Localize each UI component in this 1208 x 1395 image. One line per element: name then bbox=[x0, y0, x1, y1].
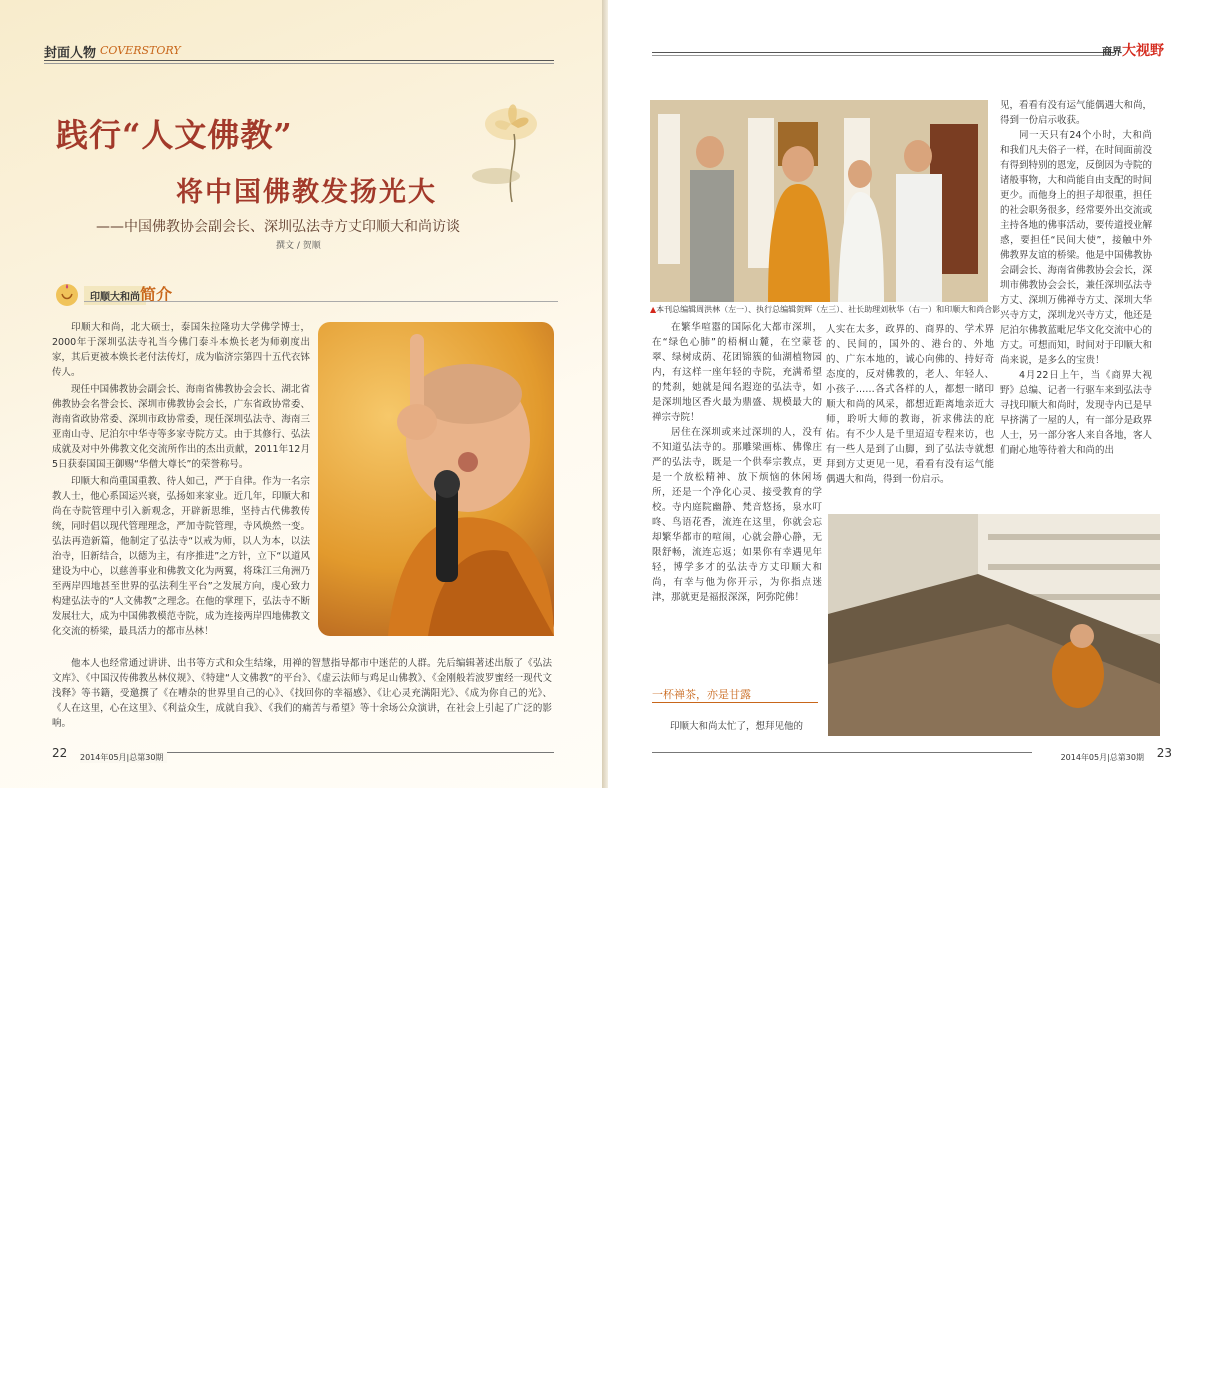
paragraph: 在繁华喧嚣的国际化大都市深圳，在“绿色心肺”的梧桐山麓，在空蒙苍翠、绿树成荫、花团锦簇的仙湖植物园内，有这样一座年轻的寺院，充满希望的梵刹，她就是闻名遐迩的弘法寺，如是深圳地区香火最为鼎盛、规模最大的禅宗寺院！ bbox=[652, 322, 822, 423]
intro-rule bbox=[84, 301, 558, 302]
brand-name: 大视野 bbox=[1122, 43, 1164, 59]
left-page bbox=[0, 0, 602, 788]
body-full-width bbox=[52, 656, 552, 733]
body-column-b bbox=[826, 322, 994, 487]
intro-header bbox=[48, 276, 558, 308]
paragraph: 4月22日上午，当《商界大视野》总编、记者一行驱车来到弘法寺寻找印顺大和尚时，发现寺内已是早早挤满了一屋的人，有一部分是政界人士，另一部分客人来自各地，客人们耐心地等待着大和尚的出 bbox=[1000, 370, 1153, 456]
brand-small: 商界 bbox=[1102, 47, 1122, 58]
header-rule-thin bbox=[44, 63, 554, 64]
header-rule-thin bbox=[652, 55, 1114, 56]
page-number: 23 bbox=[1156, 746, 1172, 760]
title-line-1: 践行“人文佛教” bbox=[56, 116, 293, 154]
body-column-c bbox=[1000, 98, 1152, 458]
body-column-left bbox=[52, 320, 310, 641]
photo2-caption: 印顺大和尚给八关斋戒的学员开示 bbox=[1168, 1231, 1176, 1394]
header-rule bbox=[44, 60, 554, 61]
caption-text: 本刊总编辑周洪林（左一）、执行总编辑贺辉（左三）、社长助理刘秋华（右一）和印顺大和尚合影 bbox=[656, 305, 1001, 314]
paragraph: 印顺大和尚重国重教、待人如己，严于自律。作为一名宗教人士，他心系国运兴衰，弘扬如来家业。近几年，印顺大和尚在寺院管理中引入新观念，开辟新思维，坚持古代佛教传统，同时倡以现代管理理念，严加寺院管理，寺风焕然一变。弘法再造新篇，他制定了弘法寺“以戒为师，以人为本，以法治寺，旧新结合，以德为主，有序推进”之方针，立下“以道风建设为中心，以慈善事业和佛教文化为两翼，将珠江三角洲乃至两岸四地甚至世界的弘法利生平台”之发展方向，虔心致力构建弘法寺的“人文佛教”之理念。在他的掌理下，弘法寺不断发展壮大，成为中国佛教模范寺院，成为连接两岸四地佛教文化交流的桥梁，最具活力的都市丛林！ bbox=[52, 476, 310, 637]
coverstory-label: COVERSTORY bbox=[100, 44, 181, 57]
right-page bbox=[608, 0, 1208, 1394]
paragraph: 他本人也经常通过讲讲、出书等方式和众生结缘，用禅的智慧指导都市中迷茫的人群。先后编辑著述出版了《弘法文库》、《中国汉传佛教丛林仪规》、《特建“人文佛教”的平台》、《虚云法师与鸡足山佛教》、《金刚般若波罗蜜经一现代文浅释》等书籍，受邀撰了《在嘈杂的世界里自己的心》、《找回你的幸福感》、《让心灵充满阳光》、《成为你自己的光》、《人在这里，心在这里》、《利益众生，成就自我》、《我们的痛苦与希望》等十余场公众演讲，在社会上引起了广泛的影响。 bbox=[52, 658, 552, 729]
paragraph: 现任中国佛教协会副会长、海南省佛教协会会长、湖北省佛教协会名誉会长、深圳市佛教协会会长，广东省政协常委、海南省政协常委、深圳市政协常委，现任深圳弘法寺、海南三亚南山寺、尼泊尔中华寺等多家寺院方丈。由于其修行、弘法成就及对中外佛教文化交流所作出的杰出贡献，2011年12月5日获泰国国王御赐“华僧大尊长”的荣誉称号。 bbox=[52, 384, 310, 470]
section-label: 封面人物 bbox=[44, 46, 97, 61]
subhead-rule bbox=[652, 702, 818, 703]
page-number: 22 bbox=[52, 746, 68, 760]
lotus-illustration bbox=[466, 84, 566, 204]
paragraph: 同一天只有24个小时，大和尚和我们凡夫俗子一样，在时间面前没有得到特别的恩宠，反倒因为寺院的诸般事物，大和尚能自由支配的时间更少。而他身上的担子却很重，担任的社会职务很多，经常要外出交流或主持各地的佛事活动，要传道授业解惑，要担任“民间大使”，接触中外佛教界友谊的桥梁。他是中国佛教协会副会长、海南省佛教协会会长，深圳市佛教协会会长，兼任深圳弘法寺方丈、深圳万佛禅寺方丈、深圳大华兴寺方丈，深圳龙兴寺方丈，他还是尼泊尔佛教蓝毗尼华文化交流中心的方丈。可想而知，时间对于印顺大和尚来说，是多么的宝贵！ bbox=[1000, 130, 1153, 366]
lotus-badge-icon bbox=[52, 278, 82, 308]
left-header bbox=[44, 40, 554, 62]
intro-heading: 简介 bbox=[140, 285, 173, 304]
right-header bbox=[652, 40, 1164, 62]
paragraph: 印顺大和尚，北大硕士，泰国朱拉隆功大学佛学博士，2000年于深圳弘法寺礼当今佛门泰斗本焕长老为师剃度出家，其后更被本焕长老付法传灯，成为临济宗第四十五代衣钵传人。 bbox=[52, 322, 310, 378]
portrait-photo bbox=[318, 322, 554, 636]
magazine-brand bbox=[1102, 40, 1164, 60]
caption-marker-icon: ▲ bbox=[650, 305, 657, 314]
header-rule bbox=[652, 52, 1114, 53]
intro-label: 印顺大和尚 bbox=[84, 286, 146, 305]
body-column-a bbox=[652, 320, 822, 605]
left-footer bbox=[44, 746, 554, 766]
paragraph: 居住在深圳或来过深圳的人，没有不知道弘法寺的。那雕梁画栋、佛像庄严的弘法寺，既是一个供奉宗教点，更是一个放松精神、放下烦恼的休闲场所，还是一个净化心灵、接受教育的学校。寺内庭院幽静、梵音悠扬，泉水叮咚、鸟语花香，流连在这里，你就会忘却繁华都市的喧闹，心就会静心静，无限舒畅，流连忘返；如果你有幸遇见年轻，博学多才的弘法寺方丈印顺大和尚，有幸与他为你开示，为你指点迷津，那就更是福报深深，阿弥陀佛！ bbox=[652, 427, 822, 603]
paragraph-start: 印顺大和尚太忙了，想拜见他的 bbox=[670, 721, 804, 732]
photo1-caption bbox=[650, 304, 1010, 315]
byline: 撰文 / 贺顺 bbox=[276, 241, 321, 251]
issue-label: 2014年05月|总第30期 bbox=[1060, 753, 1144, 762]
paragraph: 人实在太多，政界的、商界的、学术界的、民间的，国外的、港台的、外地的、广东本地的，诚心向佛的、持好奇态度的，反对佛教的，老人、年轻人、小孩子……各式各样的人，都想一睹印顺大和尚的风采，都想近距离地亲近大师，聆听大师的教诲，祈求佛法的庇佑。有不少人是千里迢迢专程来访，也有一些人是到了山脚，到了弘法寺就想拜到方丈更见一见，看看有没有运气能偶遇大和尚，得到一份启示。 bbox=[826, 324, 994, 485]
section-subhead: 一杯禅茶，亦是甘露 bbox=[652, 688, 751, 701]
subtitle: ——中国佛教协会副会长、深圳弘法寺方丈印顺大和尚访谈 bbox=[96, 219, 460, 235]
title-line-2: 将中国佛教发扬光大 bbox=[176, 177, 437, 208]
group-photo bbox=[650, 100, 988, 302]
paragraph: 见，看看有没有运气能偶遇大和尚，得到一份启示收获。 bbox=[1000, 100, 1153, 126]
issue-label: 2014年05月|总第30期 bbox=[80, 752, 167, 763]
footer-rule bbox=[652, 752, 1032, 753]
right-footer bbox=[652, 746, 1172, 766]
